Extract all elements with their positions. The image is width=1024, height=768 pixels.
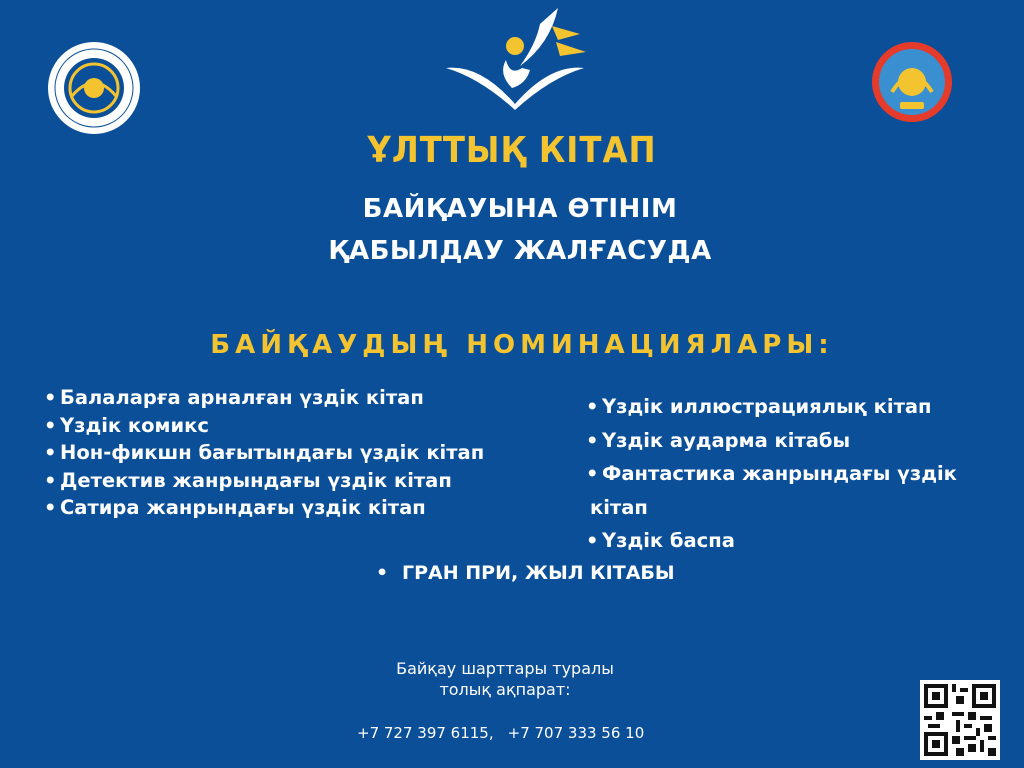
bullet-icon: •: [44, 386, 57, 409]
nominations-heading: БАЙҚАУДЫҢ НОМИНАЦИЯЛАРЫ:: [210, 330, 834, 360]
list-item: • Үздік комикс: [44, 412, 484, 440]
phone-2[interactable]: +7 707 333 56 10: [507, 724, 645, 742]
subtitle-line-2: ҚАБЫЛДАУ ЖАЛҒАСУДА: [328, 236, 712, 266]
nominations-left-list: [44, 384, 484, 522]
astana-emblem-logo: [870, 40, 954, 124]
bullet-icon: •: [44, 496, 57, 519]
list-item: • Нон-фикшн бағытындағы үздік кітап: [44, 439, 484, 467]
list-item: • Үздік баспа: [586, 524, 957, 558]
list-item: • Сатира жанрындағы үздік кітап: [44, 494, 484, 522]
list-item: • Фантастика жанрындағы үздік: [586, 457, 957, 491]
qr-code[interactable]: [920, 680, 1000, 760]
national-book-logo: [440, 4, 590, 114]
subtitle-line-1: БАЙҚАУЫНА ӨТІНІМ: [362, 194, 678, 224]
phone-numbers: [357, 724, 644, 742]
list-item: • Детектив жанрындағы үздік кітап: [44, 467, 484, 495]
contest-info: [0, 658, 1010, 700]
info-line-2: толық ақпарат:: [439, 680, 571, 699]
bullet-icon: •: [376, 562, 389, 584]
bullet-icon: •: [586, 428, 599, 452]
phone-1[interactable]: +7 727 397 6115,: [357, 724, 494, 742]
bullet-icon: •: [44, 441, 57, 464]
bullet-icon: •: [586, 529, 599, 552]
bullet-icon: •: [586, 462, 599, 485]
info-line-1: Байқау шарттары туралы: [396, 659, 614, 678]
page-title: ҰЛТТЫҚ КІТАП: [367, 130, 657, 171]
bullet-icon: •: [586, 395, 599, 418]
list-item: • Балаларға арналған үздік кітап: [44, 384, 484, 412]
list-item: • Үздік аударма кітабы: [586, 424, 957, 458]
nominations-right-list: [586, 390, 957, 558]
list-item-continuation: кітап: [590, 495, 648, 519]
bullet-icon: •: [44, 468, 57, 492]
grand-prix-item: • ГРАН ПРИ, ЖЫЛ КІТАБЫ: [376, 562, 675, 584]
ministry-seal-logo: [46, 40, 142, 136]
list-item: • Үздік иллюстрациялық кітап: [586, 390, 957, 424]
bullet-icon: •: [44, 413, 57, 437]
